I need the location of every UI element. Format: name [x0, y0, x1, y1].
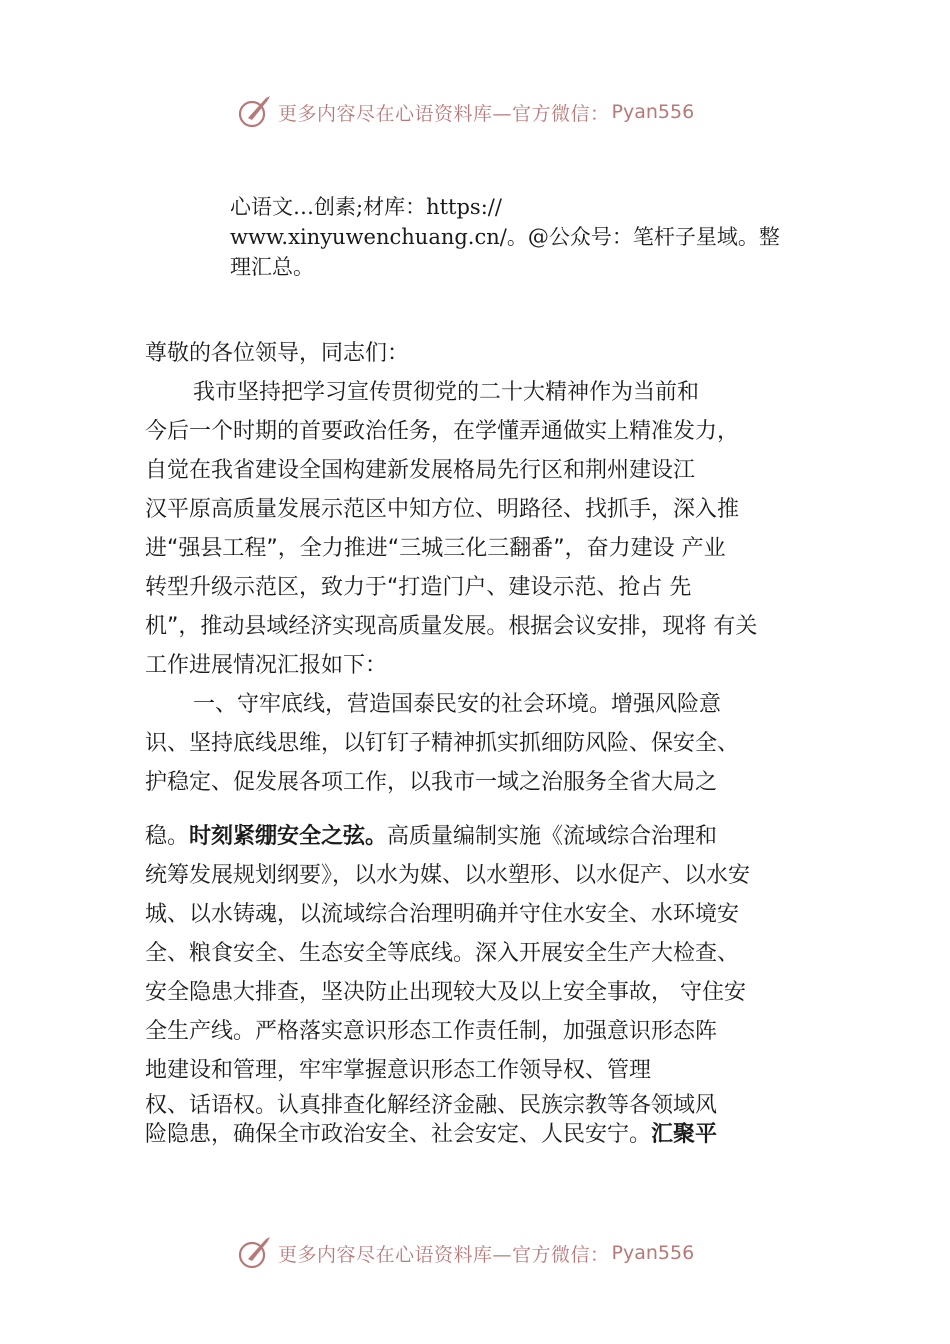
banner-text: 更多内容尽在心语资料库—官方微信：	[278, 1243, 610, 1266]
paragraph-line: 城、以水铸魂，以流域综合治理明确并守住水安全、水环境安	[145, 902, 740, 927]
paragraph-line: 一、守牢底线，营造国泰民安的社会环境。增强风险意	[193, 692, 722, 717]
paragraph-line: 工作进展情况汇报如下：	[145, 653, 388, 678]
paragraph-line: 汉平原高质量发展示范区中知方位、明路径、找抓手，深入推	[145, 497, 740, 522]
paragraph-line: 转型升级示范区，致力于“打造门户、建设示范、抢占 先	[145, 575, 692, 600]
banner-wechat-handle: Pyan556	[611, 1242, 695, 1264]
header-banner	[236, 92, 694, 132]
section-heading-bold: 时刻紧绷安全之弦。	[189, 824, 388, 849]
banner-text: 更多内容尽在心语资料库—官方微信：	[278, 102, 610, 125]
source-note	[230, 192, 830, 282]
footer-banner	[236, 1233, 694, 1273]
source-note-line: 理汇总。	[230, 255, 314, 279]
paragraph-line: 进“强县工程”，全力推进“三城三化三翻番”，奋力建设 产业	[145, 536, 726, 561]
paragraph-line: 统筹发展规划纲要》，以水为媒、以水塑形、以水促产、以水安	[145, 863, 751, 888]
paragraph-line: 权、话语权。认真排查化解经济金融、民族宗教等各领域风	[145, 1093, 718, 1118]
greeting: 尊敬的各位领导，同志们：	[145, 341, 410, 366]
paragraph-line: 地建设和管理，牢牢掌握意识形态工作领导权、管理	[145, 1058, 652, 1083]
quill-logo-icon	[236, 94, 272, 130]
banner-wechat-handle: Pyan556	[611, 101, 695, 123]
paragraph-line: 护稳定、促发展各项工作，以我市一域之治服务全省大局之	[145, 770, 718, 795]
paragraph-line: 全、粮食安全、生态安全等底线。深入开展安全生产大检查、	[145, 941, 740, 966]
source-note-line: www.xinyuwenchuang.cn/。@公众号：笔杆子星域。整	[230, 225, 780, 249]
paragraph-text: 险隐患，确保全市政治安全、社会安定、人民安宁。	[145, 1122, 652, 1147]
paragraph-line: 安全隐患大排查，坚决防止出现较大及以上安全事故， 守住安	[145, 980, 746, 1005]
paragraph-line: 今后一个时期的首要政治任务，在学懂弄通做实上精准发力，	[145, 419, 740, 444]
paragraph-line: 机”，推动县域经济实现高质量发展。根据会议安排，现将 有关	[145, 614, 758, 639]
paragraph-text: 高质量编制实施《流域综合治理和	[387, 824, 718, 849]
paragraph-line: 识、坚持底线思维，以钉钉子精神抓实抓细防风险、保安全、	[145, 731, 740, 756]
quill-logo-icon	[236, 1235, 272, 1271]
section-heading-bold: 汇聚平	[651, 1122, 718, 1147]
document-body-continued	[145, 817, 835, 1154]
source-note-line: 心语文…创素;材库：https://	[230, 195, 502, 219]
paragraph-line	[145, 1115, 835, 1154]
paragraph-line: 我市坚持把学习宣传贯彻党的二十大精神作为当前和	[193, 380, 700, 405]
paragraph-line: 自觉在我省建设全国构建新发展格局先行区和荆州建设江	[145, 458, 696, 483]
paragraph-line	[145, 817, 835, 856]
paragraph-text: 稳。	[145, 824, 190, 849]
paragraph-line: 全生产线。严格落实意识形态工作责任制，加强意识形态阵	[145, 1019, 718, 1044]
document-body	[145, 334, 835, 802]
